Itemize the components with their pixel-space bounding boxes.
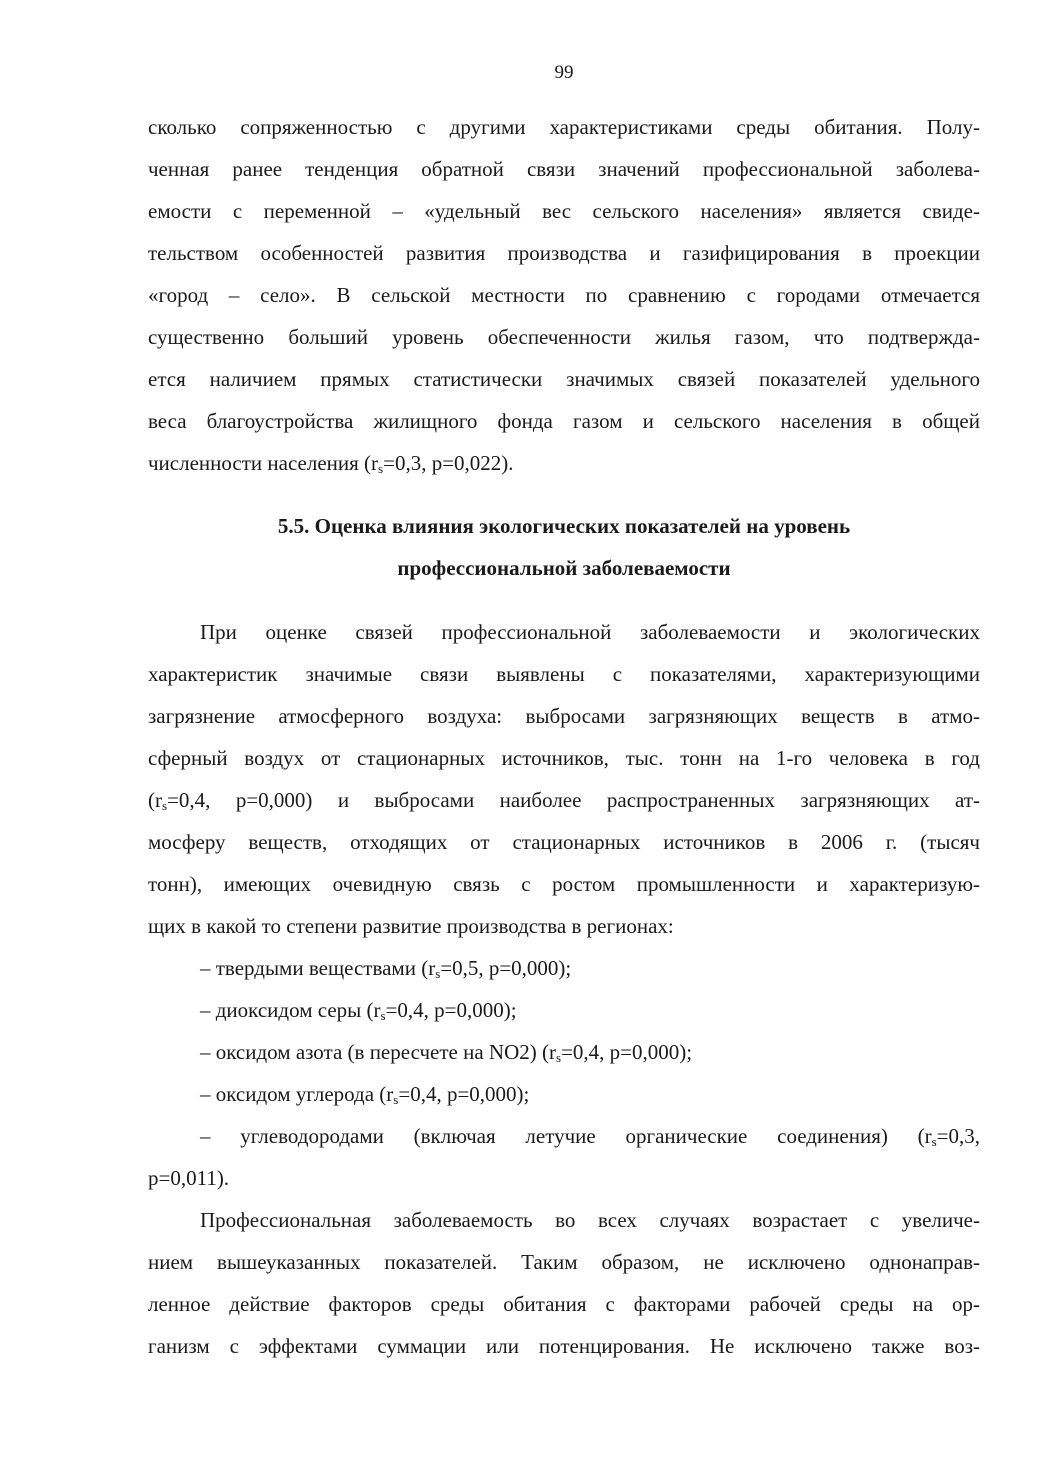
list-item-continuation: p=0,011).	[148, 1166, 230, 1190]
text-line: тонн), имеющих очевидную связь с ростом промышленности и характеризую-	[148, 872, 980, 896]
text-fragment: – диоксидом серы (r	[200, 998, 381, 1022]
text-fragment: =0,4, p=0,000);	[561, 1040, 693, 1064]
subscript: s	[931, 1134, 937, 1149]
text-line: «город – село». В сельской местности по сравнению с городами отмечается	[148, 283, 980, 307]
text-line: ленное действие факторов среды обитания с факторами рабочей среды на ор-	[148, 1292, 980, 1316]
text-line: ганизм с эффектами суммации или потенцирования. Не исключено также воз-	[148, 1334, 980, 1358]
text-line: нием вышеуказанных показателей. Таким образом, не исключено однонаправ-	[148, 1250, 980, 1274]
text-line: сколько сопряженностью с другими характеристиками среды обитания. Полу-	[148, 115, 980, 139]
subscript: s	[393, 1092, 399, 1107]
text-line: сферный воздух от стационарных источников, тыс. тонн на 1-го человека в год	[148, 746, 980, 770]
paragraph-conclusion	[148, 1199, 980, 1367]
subscript: s	[162, 798, 168, 813]
document-page	[148, 0, 980, 1471]
text-line: щих в какой то степени развитие производства в регионах:	[148, 914, 674, 938]
text-fragment: =0,5, p=0,000);	[440, 956, 572, 980]
text-line	[148, 442, 980, 484]
list-item	[148, 989, 980, 1031]
text-line: емости с переменной – «удельный вес сельского населения» является свиде-	[148, 199, 980, 223]
pollutant-list	[148, 947, 980, 1199]
text-line: веса благоустройства жилищного фонда газом и сельского населения в общей	[148, 409, 980, 433]
section-heading-line: профессиональной заболеваемости	[397, 556, 731, 580]
list-item	[148, 1115, 980, 1157]
text-fragment: =0,4, p=0,000);	[398, 1082, 530, 1106]
text-line: ется наличием прямых статистически значимых связей показателей удельного	[148, 367, 980, 391]
text-fragment: – твердыми веществами (r	[200, 956, 436, 980]
text-line: загрязнение атмосферного воздуха: выбросами загрязняющих веществ в атмо-	[148, 704, 980, 728]
paragraph-assessment	[148, 611, 980, 947]
text-line	[148, 779, 980, 821]
list-item	[148, 1031, 980, 1073]
text-fragment: =0,4, p=0,000) и выбросами наиболее распространенных загрязняющих ат-	[167, 788, 980, 812]
text-fragment: =0,3, p=0,022).	[383, 451, 514, 475]
text-fragment: (r	[148, 788, 162, 812]
subscript: s	[380, 1008, 386, 1023]
text-fragment: – оксидом азота (в пересчете на NO2) (r	[200, 1040, 556, 1064]
page-number: 99	[554, 62, 574, 83]
list-item	[148, 947, 980, 989]
section-heading	[148, 505, 980, 589]
text-line: Профессиональная заболеваемость во всех случаях возрастает с увеличе-	[200, 1208, 980, 1232]
subscript: s	[556, 1050, 562, 1065]
subscript: s	[435, 966, 441, 981]
subscript: s	[378, 461, 384, 476]
list-item	[148, 1073, 980, 1115]
text-line: мосферу веществ, отходящих от стационарных источников в 2006 г. (тысяч	[148, 830, 980, 854]
section-heading-line: 5.5. Оценка влияния экологических показателей на уровень	[277, 514, 851, 538]
text-fragment: численности населения (r	[148, 451, 379, 475]
text-fragment: =0,4, p=0,000);	[385, 998, 517, 1022]
paragraph-continuation	[148, 106, 980, 484]
text-line: При оценке связей профессиональной заболеваемости и экологических	[200, 620, 980, 644]
text-line: существенно больший уровень обеспеченности жилья газом, что подтвержда-	[148, 325, 980, 349]
text-line: ченная ранее тенденция обратной связи значений профессиональной заболева-	[148, 157, 980, 181]
text-fragment: – оксидом углерода (r	[200, 1082, 394, 1106]
text-line: тельством особенностей развития производства и газифицирования в проекции	[148, 241, 980, 265]
text-line: характеристик значимые связи выявлены с показателями, характеризующими	[148, 662, 980, 686]
text-fragment: – углеводородами (включая летучие органические соединения) (r	[200, 1124, 932, 1148]
text-fragment: =0,3,	[936, 1124, 980, 1148]
